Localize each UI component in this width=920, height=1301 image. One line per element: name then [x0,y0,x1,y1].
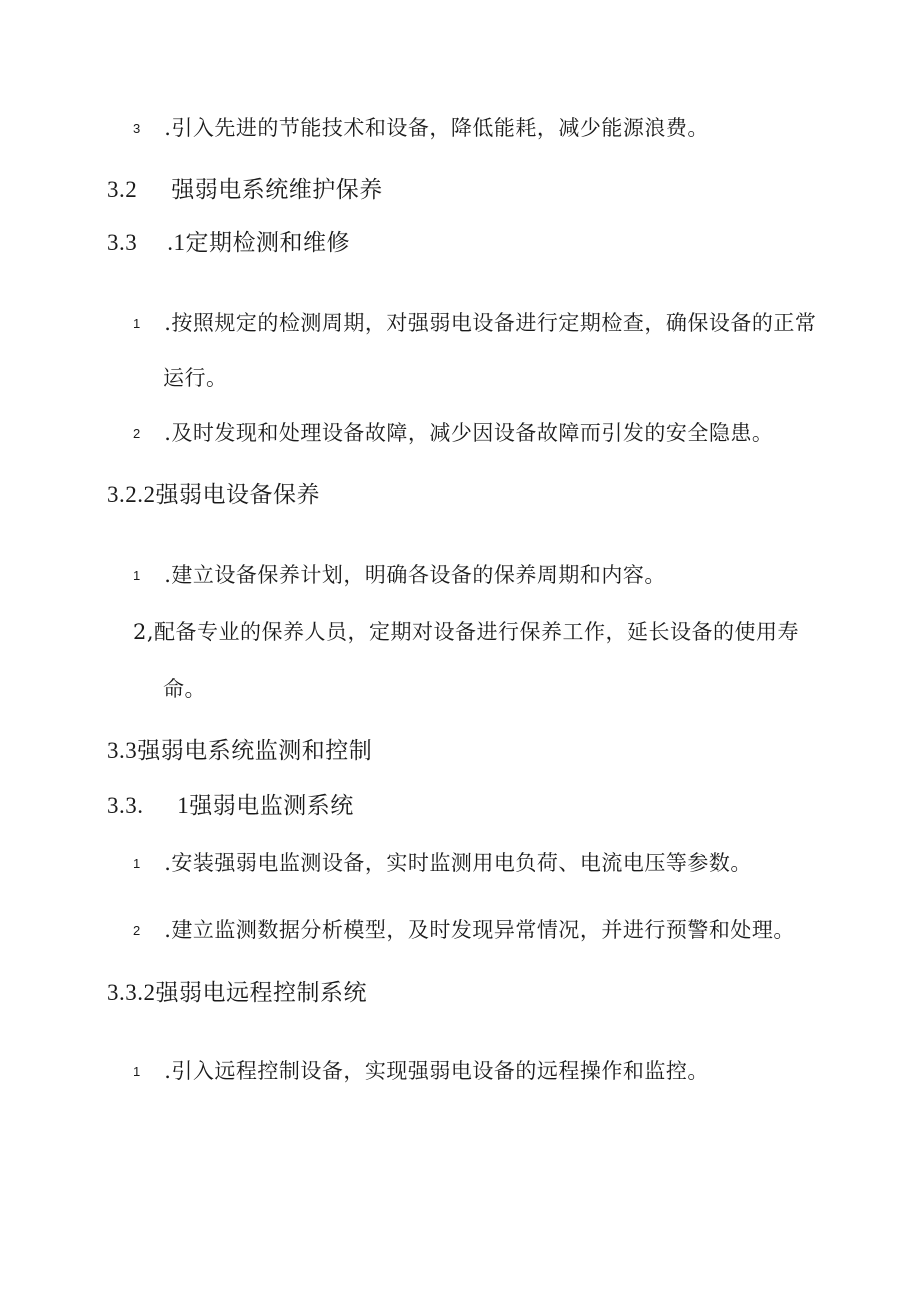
section-heading [107,176,383,204]
list-item [133,114,709,143]
list-item [133,1057,709,1086]
subsection-heading [107,481,320,509]
section-title: 3.2.2强弱电设备保养 [107,482,320,507]
list-text: .按照规定的检测周期，对强弱电设备进行定期检查，确保设备的正常 [164,311,817,335]
section-title: 3.3.2强弱电远程控制系统 [107,980,367,1005]
section-title: 1强弱电监测系统 [177,793,354,818]
section-number: 3.3. [107,793,144,818]
subsection-heading [107,229,350,257]
list-item-continuation [163,364,228,392]
list-item-continuation [163,675,206,703]
list-number: 1 [133,1064,141,1079]
list-text: .安装强弱电监测设备，实时监测用电负荷、电流电压等参数。 [164,851,752,875]
list-text: .及时发现和处理设备故障，减少因设备故障而引发的安全隐患。 [164,421,774,445]
subsection-heading [107,979,367,1007]
list-item [133,618,799,646]
section-title: 强弱电系统维护保养 [171,177,383,202]
list-text: .引入远程控制设备，实现强弱电设备的远程操作和监控。 [164,1059,709,1083]
section-number: 3.2 [107,177,138,202]
list-item [133,849,752,878]
section-number: 3.3 [107,230,138,255]
list-number: 1 [133,316,141,331]
list-number: 3 [133,121,141,136]
list-number: 1 [133,856,141,871]
list-number: 2 [133,426,141,441]
section-heading [107,737,372,765]
list-number: 2 [133,923,141,938]
list-text: .建立监测数据分析模型，及时发现异常情况，并进行预警和处理。 [164,918,795,942]
list-text: 命。 [163,677,206,701]
list-text: 2,配备专业的保养人员，定期对设备进行保养工作，延长设备的使用寿 [133,620,800,644]
list-text: .建立设备保养计划，明确各设备的保养周期和内容。 [164,563,666,587]
list-item [133,309,816,338]
list-item [133,916,795,945]
list-text: 运行。 [163,366,228,390]
section-title: .1定期检测和维修 [167,230,350,255]
list-item [133,419,773,448]
list-text: .引入先进的节能技术和设备，降低能耗，减少能源浪费。 [164,116,709,140]
list-number: 1 [133,568,141,583]
list-item [133,561,666,590]
subsection-heading [107,792,354,820]
section-title: 3.3强弱电系统监测和控制 [107,738,373,763]
